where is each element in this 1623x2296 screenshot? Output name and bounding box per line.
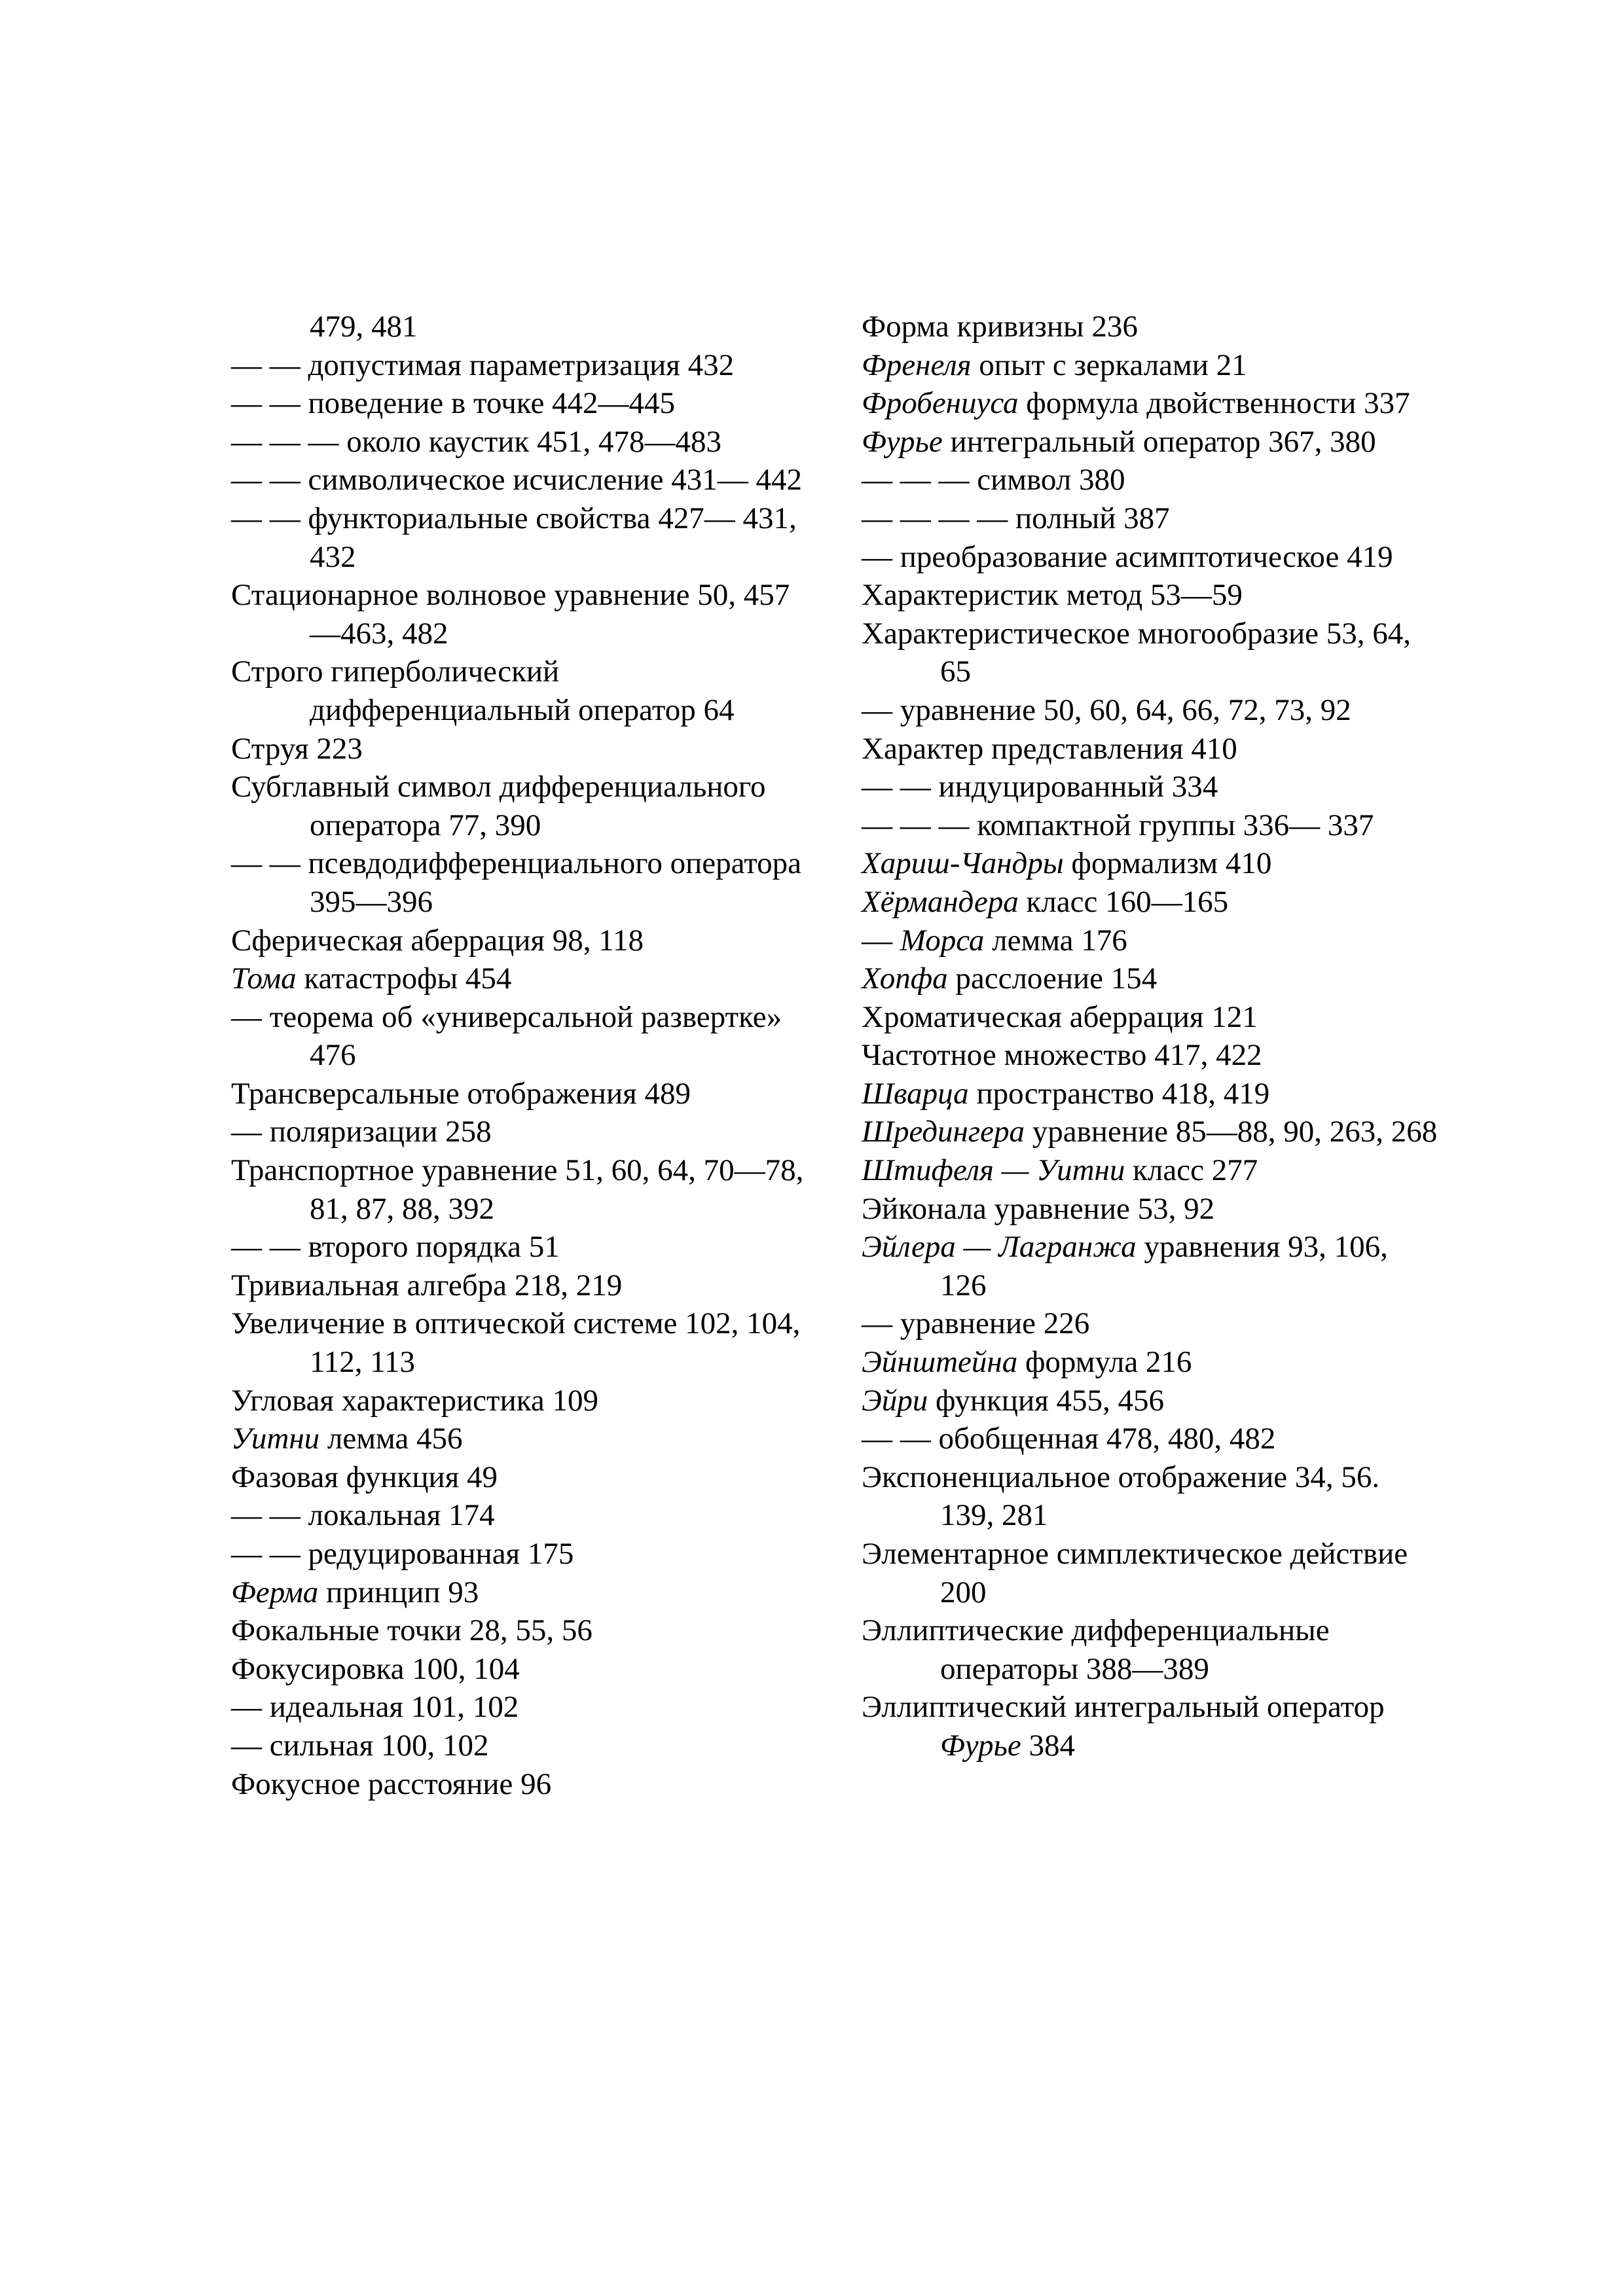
- index-entry: [231, 1765, 807, 1804]
- entry-text: Угловая характеристика 109: [231, 1383, 598, 1418]
- index-entry: [862, 308, 1438, 346]
- index-entry: [862, 384, 1438, 423]
- entry-text: функция 455, 456: [928, 1383, 1164, 1418]
- index-entry: [231, 922, 807, 960]
- index-entry: [862, 960, 1438, 998]
- entry-text: — — поведение в точке 442—445: [231, 386, 676, 421]
- index-entry: [231, 1458, 807, 1497]
- entry-surname: Хариш-Чандры: [862, 846, 1064, 881]
- index-entry: [862, 1611, 1438, 1688]
- index-entry: [862, 1458, 1438, 1535]
- index-entry: [231, 730, 807, 768]
- entry-surname: Фурье: [862, 424, 943, 459]
- entry-surname: Фурье: [940, 1728, 1021, 1763]
- entry-text: формула двойственности 337: [1018, 386, 1410, 421]
- entry-text: — поляризации 258: [231, 1115, 492, 1149]
- entry-surname: Фробениуса: [862, 386, 1019, 421]
- index-entry: [862, 1304, 1438, 1343]
- index-entry: [231, 1151, 812, 1228]
- entry-text: Строго гиперболический дифференциальный оператор 64: [231, 655, 735, 727]
- index-entry: [862, 423, 1438, 461]
- entry-surname: Шварца: [862, 1076, 969, 1111]
- entry-text: уравнение 85—88, 90, 263, 268: [1025, 1115, 1438, 1149]
- entry-text: — — — около каустик 451, 478—483: [231, 424, 722, 459]
- entry-text: лемма 456: [319, 1422, 463, 1456]
- index-entry: [231, 998, 807, 1075]
- entry-text: Струя 223: [231, 731, 363, 766]
- index-entry: [862, 883, 1438, 922]
- index-entry: [862, 1688, 1438, 1765]
- entry-text: опыт с зеркалами 21: [971, 348, 1247, 382]
- entry-text: — уравнение 226: [862, 1306, 1090, 1341]
- entry-text: принцип 93: [318, 1575, 479, 1609]
- index-entry: [862, 1151, 1438, 1190]
- entry-text: Эллиптический интегральный оператор: [862, 1690, 1393, 1725]
- index-entry: [231, 1266, 807, 1305]
- entry-text: — — обобщенная 478, 480, 482: [862, 1422, 1276, 1456]
- index-entry: [862, 1190, 1438, 1229]
- index-entry: [862, 806, 1438, 845]
- index-entry: [862, 346, 1438, 385]
- entry-surname: Тома: [231, 961, 297, 996]
- entry-text: Характеристическое многообразие 53, 64, 65: [862, 616, 1419, 689]
- entry-text: — — псевдодифференциального оператора 395—396: [231, 846, 809, 919]
- entry-text: — — — компактной группы 336— 337: [862, 808, 1374, 842]
- entry-text: Характер представления 410: [862, 731, 1237, 766]
- index-entry: [231, 1382, 807, 1420]
- entry-surname: Хопфа: [862, 961, 948, 996]
- index-entry: [231, 346, 807, 385]
- entry-surname: Хёрмандера: [862, 884, 1019, 919]
- index-entry: [862, 922, 1438, 960]
- index-entry: [862, 1113, 1438, 1151]
- index-entry: [862, 844, 1438, 883]
- index-entry: [862, 730, 1438, 768]
- entry-text: — уравнение 50, 60, 64, 66, 72, 73, 92: [862, 692, 1351, 727]
- index-entry: [862, 576, 1438, 615]
- index-entry: [231, 1075, 807, 1113]
- entry-text: расслоение 154: [947, 961, 1158, 996]
- index-entry: [231, 1304, 807, 1381]
- index-entry: [862, 499, 1438, 538]
- index-entry: [862, 538, 1438, 577]
- entry-text: катастрофы 454: [296, 961, 512, 996]
- entry-text: — преобразование асимптотическое 419: [862, 539, 1393, 574]
- entry-text: Фазовая функция 49: [231, 1460, 498, 1494]
- entry-surname: Эйри: [862, 1383, 928, 1418]
- entry-text: Эллиптические дифференциальные операторы 388—389: [862, 1613, 1338, 1686]
- index-entry: [862, 1420, 1438, 1458]
- index-entry: [231, 576, 807, 653]
- entry-text: Элементарное симплектическое действие 200: [862, 1537, 1415, 1609]
- index-entry: [862, 768, 1438, 806]
- entry-text: Характеристик метод 53—59: [862, 578, 1243, 613]
- index-column-left: [231, 308, 812, 1803]
- entry-text: Транспортное уравнение 51, 60, 64, 70—78, 81, 87, 88, 392: [231, 1153, 812, 1226]
- entry-text: Эйконала уравнение 53, 92: [862, 1191, 1215, 1226]
- index-column-right: [862, 308, 1438, 1765]
- entry-surname: Уитни: [231, 1422, 320, 1456]
- index-entry: [231, 768, 807, 844]
- entry-text: — теорема об «универсальной развертке» 476: [231, 999, 790, 1073]
- index-entry: [231, 1688, 807, 1727]
- entry-text: — — символическое исчисление 431— 442: [231, 463, 802, 497]
- entry-text: лемма 176: [984, 923, 1127, 958]
- index-entry: [231, 1650, 807, 1689]
- entry-text: Тривиальная алгебра 218, 219: [231, 1268, 623, 1302]
- index-entry: [862, 1382, 1438, 1420]
- entry-text: — — локальная 174: [231, 1498, 495, 1533]
- index-entry: [231, 1573, 807, 1612]
- entry-text: Частотное множество 417, 422: [862, 1038, 1262, 1073]
- entry-text: — — — — полный 387: [862, 501, 1170, 535]
- index-entry: [231, 423, 807, 461]
- index-entry: [862, 1343, 1438, 1382]
- index-entry: [231, 308, 807, 346]
- entry-text: Форма кривизны 236: [862, 310, 1138, 344]
- entry-surname: Ферма: [231, 1575, 319, 1609]
- index-entry: [862, 1228, 1438, 1304]
- index-entry: [862, 998, 1438, 1037]
- entry-text: формула 216: [1017, 1345, 1192, 1380]
- index-entry: [231, 461, 807, 499]
- entry-text: Хроматическая аберрация 121: [862, 999, 1258, 1034]
- entry-surname: Эйлера — Лагранжа: [862, 1230, 1137, 1265]
- entry-text: класс 160—165: [1018, 884, 1229, 919]
- index-entry: [231, 1611, 807, 1650]
- entry-text: интегральный оператор 367, 380: [942, 424, 1376, 459]
- index-entry: [231, 1535, 807, 1573]
- index-entry: [231, 1496, 807, 1535]
- entry-text: Сферическая аберрация 98, 118: [231, 923, 644, 958]
- entry-text: Трансверсальные отображения 489: [231, 1076, 691, 1111]
- index-entry: [862, 691, 1438, 730]
- entry-text: — — — символ 380: [862, 463, 1125, 497]
- index-entry: [862, 1075, 1438, 1113]
- index-entry: [231, 384, 807, 423]
- entry-text: класс 277: [1125, 1153, 1258, 1188]
- entry-text: формализм 410: [1063, 846, 1272, 881]
- index-entry: [231, 960, 807, 998]
- entry-text: — — функториальные свойства 427— 431, 432: [231, 501, 805, 574]
- entry-surname: Френеля: [862, 348, 972, 382]
- entry-text: Фокусное расстояние 96: [231, 1767, 552, 1801]
- entry-text: Фокусировка 100, 104: [231, 1651, 520, 1686]
- entry-text: уравнения 93, 106, 126: [940, 1230, 1396, 1302]
- entry-text: — сильная 100, 102: [231, 1728, 489, 1763]
- entry-prefix: —: [862, 923, 900, 958]
- entry-text: — — второго порядка 51: [231, 1230, 560, 1265]
- index-entry: [862, 615, 1438, 691]
- entry-surname: Шредингера: [862, 1115, 1025, 1149]
- entry-text: Экспоненциальное отображение 34, 56. 139, 281: [862, 1460, 1387, 1533]
- index-entry: [231, 653, 807, 729]
- entry-text: Субглавный символ дифференциального оператора 77, 390: [231, 770, 774, 842]
- index-entry: [231, 499, 807, 576]
- entry-text: Фокальные точки 28, 55, 56: [231, 1613, 593, 1648]
- entry-text: — идеальная 101, 102: [231, 1690, 519, 1725]
- entry-text: Увеличение в оптической системе 102, 104, 112, 113: [231, 1306, 809, 1380]
- entry-surname: Штифеля — Уитни: [862, 1153, 1125, 1188]
- index-entry: [231, 1228, 807, 1266]
- index-entry: [862, 461, 1438, 499]
- index-entry: [862, 1535, 1438, 1611]
- entry-text: 384: [1021, 1728, 1076, 1763]
- entry-text: — — допустимая параметризация 432: [231, 348, 735, 382]
- entry-text: пространство 418, 419: [968, 1076, 1270, 1111]
- entry-text: 479, 481: [310, 310, 418, 344]
- index-entry: [231, 1727, 807, 1765]
- index-entry: [231, 844, 807, 921]
- entry-text: Стационарное волновое уравнение 50, 457—463, 482: [231, 578, 790, 651]
- index-entry: [231, 1113, 807, 1151]
- entry-text: — — редуцированная 175: [231, 1537, 574, 1571]
- index-entry: [231, 1420, 807, 1458]
- entry-text: — — индуцированный 334: [862, 770, 1218, 804]
- entry-surname: Морса: [900, 923, 985, 958]
- entry-surname: Эйнштейна: [862, 1345, 1018, 1380]
- index-entry: [862, 1036, 1438, 1075]
